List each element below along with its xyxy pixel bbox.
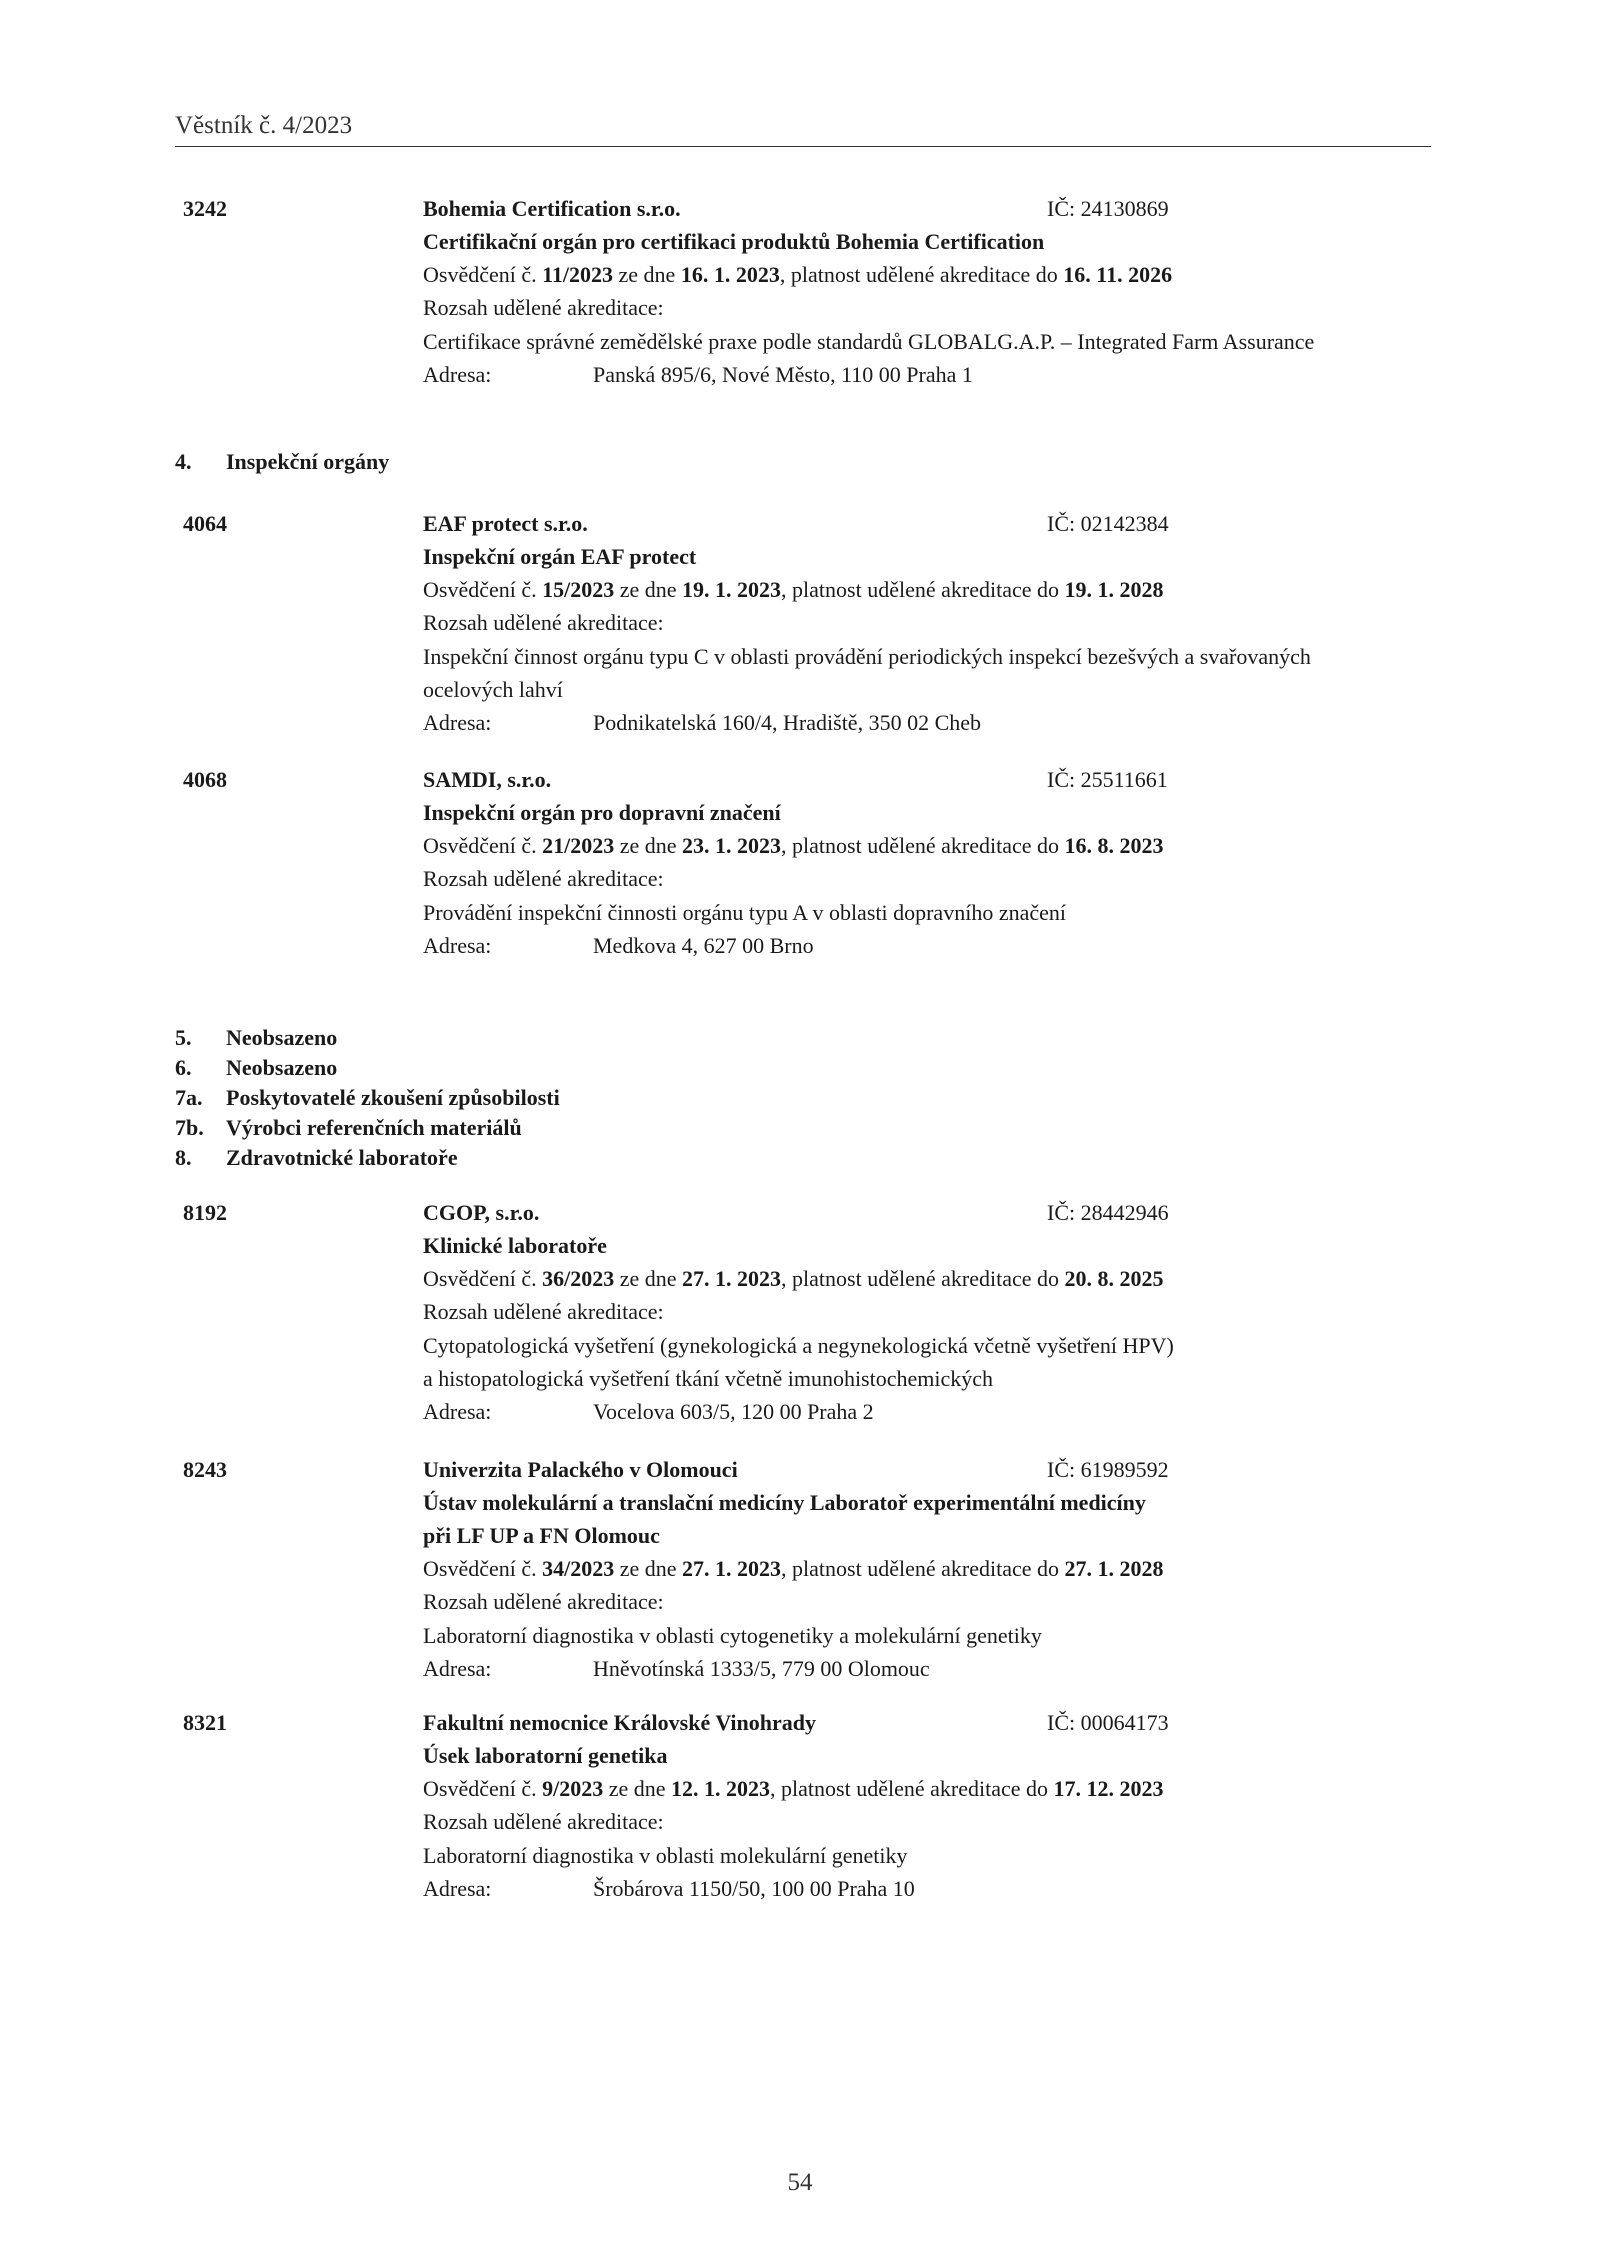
section-heading-list xyxy=(175,1023,560,1173)
unit-name xyxy=(423,1229,1423,1262)
entry-number: 8321 xyxy=(183,1710,227,1735)
scope-text xyxy=(423,1329,1423,1395)
entry-number: 4068 xyxy=(183,767,227,792)
certificate-line: Osvědčení č. 9/2023 ze dne 12. 1. 2023, platnost udělené akreditace do 17. 12. 2023 xyxy=(423,1776,1164,1801)
page-number: 54 xyxy=(787,2169,813,2196)
section-heading: 7b. Výrobci referenčních materiálů xyxy=(175,1115,522,1140)
address-value: Panská 895/6, Nové Město, 110 00 Praha 1 xyxy=(593,362,973,387)
scope-label: Rozsah udělené akreditace: xyxy=(423,1809,664,1834)
ico-number: IČ: 28442946 xyxy=(1047,1200,1169,1225)
unit-name xyxy=(423,1739,1423,1772)
ico-number: IČ: 25511661 xyxy=(1047,767,1168,792)
address-label: Adresa: xyxy=(423,1399,492,1424)
scope-text xyxy=(423,640,1423,706)
entry-number: 8192 xyxy=(183,1200,227,1225)
entry-body xyxy=(423,1196,1423,1428)
certificate-line: Osvědčení č. 36/2023 ze dne 27. 1. 2023, platnost udělené akreditace do 20. 8. 2025 xyxy=(423,1266,1164,1291)
entry-body xyxy=(423,507,1423,739)
text-line: Certifikace správné zemědělské praxe podle standardů GLOBALG.A.P. – Integrated Farm Assurance xyxy=(423,329,1315,354)
scope-label: Rozsah udělené akreditace: xyxy=(423,1299,664,1324)
text-line: Inspekční činnost orgánu typu C v oblasti provádění periodických inspekcí bezešvých a svařovaných xyxy=(423,644,1311,669)
address-value: Medkova 4, 627 00 Brno xyxy=(593,933,814,958)
text-line: a histopatologická vyšetření tkání včetně imunohistochemických xyxy=(423,1366,994,1391)
entry-body xyxy=(423,1453,1423,1685)
address-label: Adresa: xyxy=(423,362,492,387)
scope-label: Rozsah udělené akreditace: xyxy=(423,1589,664,1614)
header-rule xyxy=(175,146,1431,147)
section-heading: 8. Zdravotnické laboratoře xyxy=(175,1145,458,1170)
organization-name: Fakultní nemocnice Královské Vinohrady xyxy=(423,1710,816,1735)
ico-number: IČ: 00064173 xyxy=(1047,1710,1169,1735)
text-line: Laboratorní diagnostika v oblasti molekulární genetiky xyxy=(423,1843,908,1868)
certificate-line: Osvědčení č. 21/2023 ze dne 23. 1. 2023, platnost udělené akreditace do 16. 8. 2023 xyxy=(423,833,1164,858)
text-line: Certifikační orgán pro certifikaci produktů Bohemia Certification xyxy=(423,229,1045,254)
ico-number: IČ: 24130869 xyxy=(1047,196,1169,221)
address-line xyxy=(423,1872,1423,1905)
address-line xyxy=(423,706,1423,739)
ico-number: IČ: 02142384 xyxy=(1047,511,1169,536)
entry-number: 4064 xyxy=(183,511,227,536)
address-label: Adresa: xyxy=(423,1656,492,1681)
address-line xyxy=(423,1652,1423,1685)
address-label: Adresa: xyxy=(423,1876,492,1901)
organization-name: EAF protect s.r.o. xyxy=(423,511,588,536)
text-line: Inspekční orgán pro dopravní značení xyxy=(423,800,781,825)
address-value: Hněvotínská 1333/5, 779 00 Olomouc xyxy=(593,1656,930,1681)
running-header xyxy=(175,108,1431,144)
scope-label: Rozsah udělené akreditace: xyxy=(423,295,664,320)
address-value: Šrobárova 1150/50, 100 00 Praha 10 xyxy=(593,1876,915,1901)
address-value: Podnikatelská 160/4, Hradiště, 350 02 Cheb xyxy=(593,710,982,735)
section-heading: 7a. Poskytovatelé zkoušení způsobilosti xyxy=(175,1085,560,1110)
organization-name: Bohemia Certification s.r.o. xyxy=(423,196,681,221)
address-line xyxy=(423,358,1423,391)
text-line: Ústav molekulární a translační medicíny Laboratoř experimentální medicíny xyxy=(423,1490,1146,1515)
address-label: Adresa: xyxy=(423,710,492,735)
text-line: Cytopatologická vyšetření (gynekologická a negynekologická včetně vyšetření HPV) xyxy=(423,1333,1174,1358)
scope-label: Rozsah udělené akreditace: xyxy=(423,866,664,891)
entry-body xyxy=(423,763,1423,962)
section-heading: 6. Neobsazeno xyxy=(175,1055,338,1080)
bulletin-title: Věstník č. 4/2023 xyxy=(175,112,353,139)
organization-name: Univerzita Palackého v Olomouci xyxy=(423,1457,738,1482)
certificate-line: Osvědčení č. 34/2023 ze dne 27. 1. 2023, platnost udělené akreditace do 27. 1. 2028 xyxy=(423,1556,1164,1581)
scope-text xyxy=(423,325,1423,358)
text-line: Úsek laboratorní genetika xyxy=(423,1743,668,1768)
organization-name: CGOP, s.r.o. xyxy=(423,1200,540,1225)
unit-name xyxy=(423,225,1423,258)
text-line: Klinické laboratoře xyxy=(423,1233,607,1258)
section-heading-4: 4. Inspekční orgány xyxy=(175,449,390,474)
certificate-line: Osvědčení č. 15/2023 ze dne 19. 1. 2023, platnost udělené akreditace do 19. 1. 2028 xyxy=(423,577,1164,602)
entry-number: 8243 xyxy=(183,1457,227,1482)
unit-name xyxy=(423,540,1423,573)
text-line: Laboratorní diagnostika v oblasti cytogenetiky a molekulární genetiky xyxy=(423,1623,1042,1648)
scope-text xyxy=(423,1839,1423,1872)
unit-name xyxy=(423,796,1423,829)
ico-number: IČ: 61989592 xyxy=(1047,1457,1169,1482)
certificate-line: Osvědčení č. 11/2023 ze dne 16. 1. 2023, platnost udělené akreditace do 16. 11. 2026 xyxy=(423,262,1173,287)
organization-name: SAMDI, s.r.o. xyxy=(423,767,552,792)
scope-text xyxy=(423,896,1423,929)
section-heading: 5. Neobsazeno xyxy=(175,1025,338,1050)
address-value: Vocelova 603/5, 120 00 Praha 2 xyxy=(593,1399,874,1424)
entry-body xyxy=(423,192,1423,391)
scope-text xyxy=(423,1619,1423,1652)
text-line: Provádění inspekční činnosti orgánu typu A v oblasti dopravního značení xyxy=(423,900,1066,925)
address-line xyxy=(423,929,1423,962)
scope-label: Rozsah udělené akreditace: xyxy=(423,610,664,635)
entry-number: 3242 xyxy=(183,196,227,221)
entry-body xyxy=(423,1706,1423,1905)
text-line: při LF UP a FN Olomouc xyxy=(423,1523,660,1548)
address-line xyxy=(423,1395,1423,1428)
address-label: Adresa: xyxy=(423,933,492,958)
text-line: Inspekční orgán EAF protect xyxy=(423,544,697,569)
unit-name xyxy=(423,1486,1423,1552)
text-line: ocelových lahví xyxy=(423,677,563,702)
